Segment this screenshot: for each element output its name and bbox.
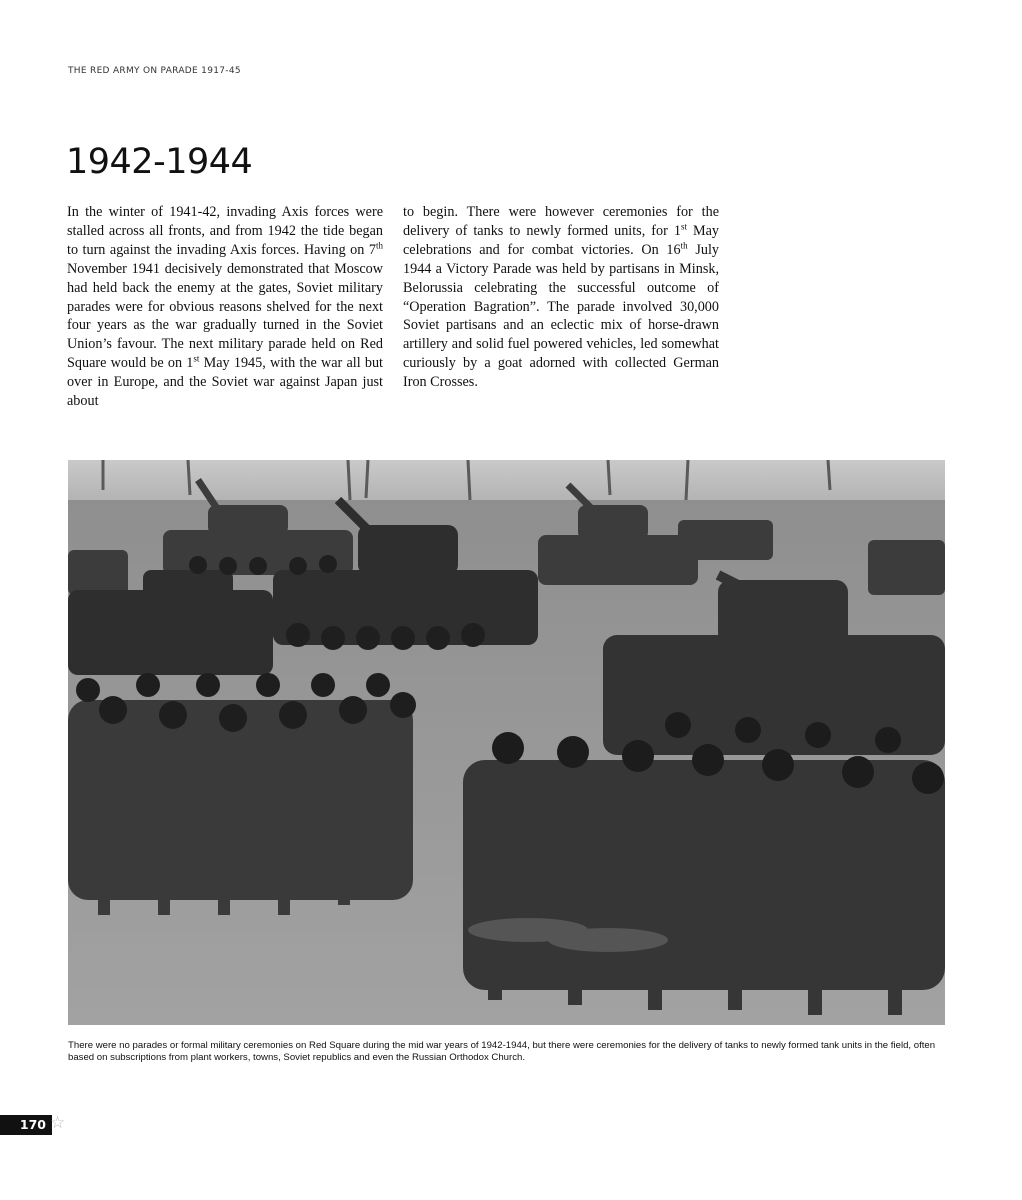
ordinal-superscript: th	[680, 240, 688, 251]
running-head: THE RED ARMY ON PARADE 1917-45	[68, 66, 241, 76]
body-text-segment: July 1944 a Victory Parade was held by partisans in Minsk, Belorussia celebrating the successful outcome of “Operation Bagration”. The parade involved 30,000 Soviet partisans and an eclectic mix of horse-drawn artillery and solid fuel powered vehicles, led somewhat curiously by a goat adorned with collected German Iron Crosses.	[403, 241, 719, 391]
ordinal-superscript: st	[193, 353, 200, 364]
body-text-segment: May celebrations and for combat victories. On 16	[403, 222, 720, 258]
body-text-segment: In the winter of 1941-42, invading Axis forces were stalled across all fronts, and from 1942 the tide began to turn against the invading Axis forces. Having on 7	[67, 204, 383, 258]
photo-tank-crews	[68, 460, 945, 1025]
star-icon: ☆	[50, 1113, 66, 1133]
body-text-segment: November 1941 decisively demonstrated that Moscow had held back the enemy at the gates, Soviet military parades were for obvious reasons shelved for the next four years as the war gradually turned in the Soviet Union’s favour. The next military parade held on Red Square would be on 1	[67, 260, 383, 372]
ordinal-superscript: th	[375, 240, 383, 251]
body-text-segment: to begin. There were however ceremonies for the delivery of tanks to newly formed units, for 1	[403, 204, 719, 239]
page-number: 170	[0, 1115, 52, 1135]
ordinal-superscript: st	[680, 221, 687, 232]
body-column-right	[403, 203, 719, 392]
body-column-left	[67, 203, 383, 411]
chapter-title: 1942-1944	[66, 142, 253, 182]
photo-caption: There were no parades or formal military ceremonies on Red Square during the mid war years of 1942-1944, but there were ceremonies for the delivery of tanks to newly formed tank units in the field, often based on subscriptions from plant workers, towns, Soviet republics and even the Russian Orthodox Church.	[68, 1040, 936, 1064]
body-text-segment: May 1945, with the war all but over in Europe, and the Soviet war against Japan just about	[67, 355, 383, 410]
